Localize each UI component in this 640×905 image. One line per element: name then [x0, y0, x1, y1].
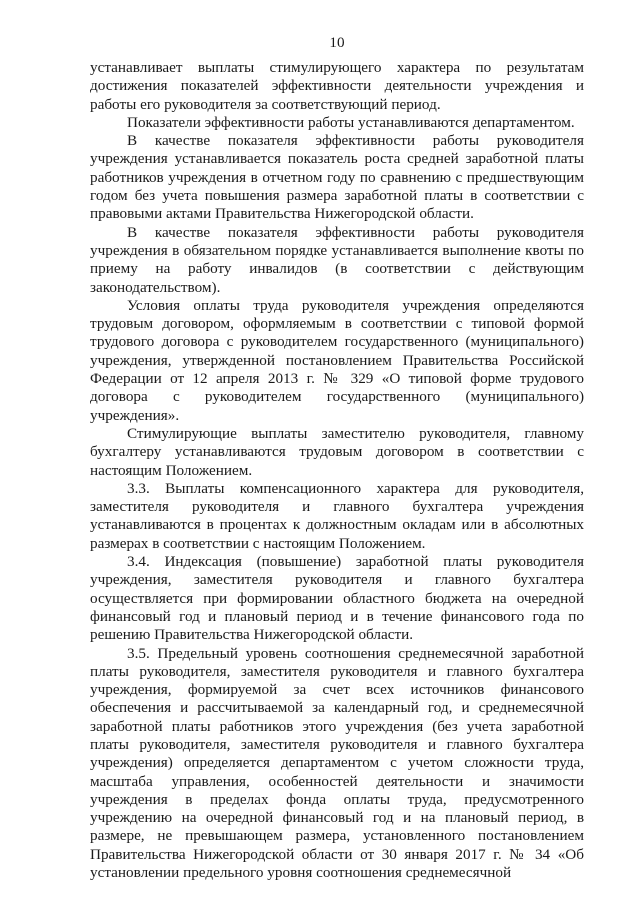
page-number: 10 — [329, 34, 345, 51]
paragraph-salary-growth-indicator: В качестве показателя эффективности работы руководителя учреждения устанавливается показатель роста средней заработной платы работников учреждения в отчетном году по сравнению с предшествующим годом без учета повышения размера заработной платы в соответствии с правовыми актами Правительства Нижегородской области. — [90, 132, 584, 223]
paragraph-continuation: устанавливает выплаты стимулирующего характера по результатам достижения показателей эффективности деятельности учреждения и работы его руководителя за соответствующий период. — [90, 59, 584, 113]
paragraph-disability-quota-indicator: В качестве показателя эффективности работы руководителя учреждения в обязательном порядке устанавливается выполнение квоты по приему на работу инвалидов (в соответствии с действующим законодательством). — [90, 223, 584, 296]
paragraph-section-3-4: 3.4. Индексация (повышение) заработной платы руководителя учреждения, заместителя руководителя и главного бухгалтера осуществляется при формировании областного бюджета на очередной финансовый год и плановый период и в течение финансового года по решению Правительства Нижегородской области. — [90, 553, 584, 644]
paragraph-deputy-payments: Стимулирующие выплаты заместителю руководителя, главному бухгалтеру устанавливаются трудовым договором в соответствии с настоящим Положением. — [90, 424, 584, 479]
paragraph-labor-contract: Условия оплаты труда руководителя учреждения определяются трудовым договором, оформляемым в соответствии с типовой формой трудового договора с руководителем государственного (муниципального) учреждения, утвержденной постановлением Правительства Российской Федерации от 12 апреля 2013 г. № 329 «О типовой форме трудового договора с руководителем государственного (муниципального) учреждения». — [90, 296, 584, 424]
paragraph-section-3-5: 3.5. Предельный уровень соотношения среднемесячной заработной платы руководителя, заместителя руководителя и главного бухгалтера учреждения, формируемой за счет всех источников финансового обеспечения и рассчитываемой за календарный год, и среднемесячной заработной платы работников этого учреждения (без учета заработной платы руководителя, заместителя руководителя и главного бухгалтера учреждения) определяется департаментом с учетом сложности труда, масштаба управления, особенностей деятельности и значимости учреждения в пределах фонда оплаты труда, предусмотренного учреждению на очередной финансовый год и на плановый период, в размере, не превышающем размера, установленного постановлением Правительства Нижегородской области от 30 января 2017 г. № 34 «Об установлении предельного уровня соотношения среднемесячной — [90, 644, 584, 882]
paragraph-section-3-3: 3.3. Выплаты компенсационного характера для руководителя, заместителя руководителя и главного бухгалтера учреждения устанавливаются в процентах к должностным окладам или в абсолютных размерах в соответствии с настоящим Положением. — [90, 479, 584, 552]
paragraph-indicators: Показатели эффективности работы устанавливаются департаментом. — [127, 113, 575, 131]
